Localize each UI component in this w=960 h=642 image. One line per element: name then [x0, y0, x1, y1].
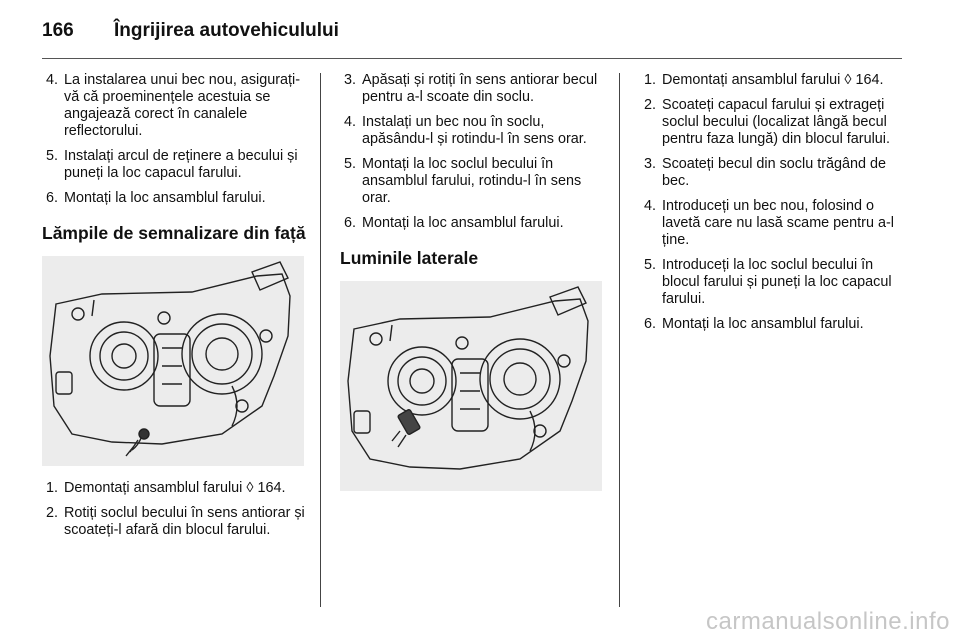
steps-list-headlamp-continued: [42, 72, 306, 207]
column-2: [340, 72, 602, 505]
list-item: 4. Introduceți un bec nou, folosind o lavetă care nu lasă scame pentru a-l ține.: [644, 198, 894, 248]
list-item: 6. Montați la loc ansamblul farului.: [46, 190, 266, 206]
headlamp-illustration-side-light: [340, 281, 602, 491]
header-divider: [42, 58, 902, 59]
list-item: 3. Scoateți becul din soclu trăgând de bec.: [644, 156, 887, 189]
headlamp-diagram: [340, 281, 602, 491]
list-item: 6. Montați la loc ansamblul farului.: [644, 316, 864, 332]
list-item: 4. Instalați un bec nou în soclu, apăsându-l și rotindu-l în sens orar.: [344, 114, 587, 147]
list-item: 5. Instalați arcul de reținere a becului și puneți la loc capacul farului.: [46, 148, 298, 181]
headlamp-illustration-front-indicator: [42, 256, 304, 466]
list-item: 3. Apăsați și rotiți în sens antiorar becul pentru a-l scoate din soclu.: [344, 72, 598, 105]
headlamp-diagram: [42, 256, 304, 466]
list-item: 2. Rotiți soclul becului în sens antiorar și scoateți-l afară din blocul farului.: [46, 505, 305, 538]
column-divider-1: [320, 73, 321, 607]
watermark: carmanualsonline.info: [706, 608, 950, 635]
list-item: 2. Scoateți capacul farului și extrageți soclul becului (localizat lângă becul pentru faza lungă) din blocul farului.: [644, 97, 890, 147]
section-heading-side-lights: Luminile laterale: [340, 248, 479, 268]
list-item: 1. Demontați ansamblul farului ◊ 164.: [46, 480, 286, 496]
chapter-title: Îngrijirea autovehiculului: [114, 20, 339, 41]
list-item: 4. La instalarea unui bec nou, asigurați-vă că proeminențele acestuia se angajează corect în canalele reflectorului.: [46, 72, 300, 139]
column-1: [42, 72, 306, 547]
steps-list-side-lights: [640, 72, 904, 333]
column-divider-2: [619, 73, 620, 607]
steps-list-front-indicators: [42, 480, 306, 539]
column-3: [640, 72, 904, 341]
section-heading-front-indicators: Lămpile de semnalizare din față: [42, 223, 306, 243]
list-item: 6. Montați la loc ansamblul farului.: [344, 215, 564, 231]
list-item: 5. Montați la loc soclul becului în ansamblul farului, rotindu-l în sens orar.: [344, 156, 582, 206]
steps-list-front-indicators-continued: [340, 72, 602, 232]
list-item: 1. Demontați ansamblul farului ◊ 164.: [644, 72, 884, 88]
page-number: 166: [42, 20, 74, 41]
list-item: 5. Introduceți la loc soclul becului în blocul farului și puneți la loc capacul farului.: [644, 257, 892, 307]
